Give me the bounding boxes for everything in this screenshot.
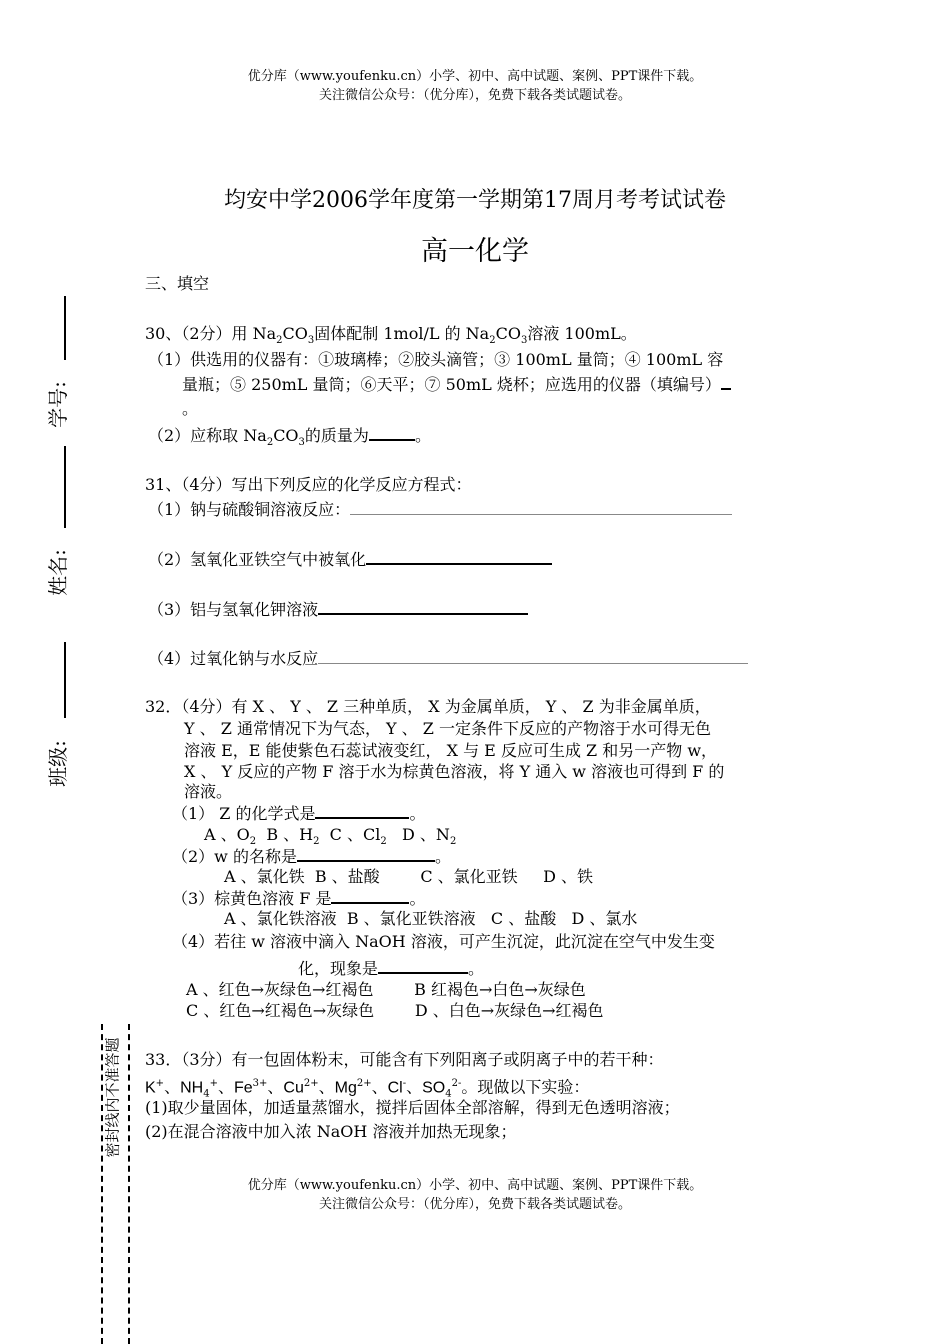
q32-line4: X 、 Y 反应的产物 F 溶于水为棕黄色溶液，将 Y 通入 w 溶液也可得到 F 的 xyxy=(184,762,725,781)
q32-sub1: （1） Z 的化学式是 。 xyxy=(172,804,426,823)
q31-stem: 31、（4分）写出下列反应的化学反应方程式： xyxy=(145,475,472,494)
q32-line1: 32．（4分）有 X 、 Y 、 Z 三种单质， X 为金属单质， Y 、 Z 为非金属单质， xyxy=(145,697,711,716)
q33-stem: 33．（3分）有一包固体粉末，可能含有下列阳离子或阴离子中的若干种： xyxy=(145,1050,664,1069)
q30-part2: （2）应称取 $Na_2CO_3$的质量为 。 xyxy=(148,426,431,449)
section-heading: 三、填空 xyxy=(145,274,210,293)
q31-part2-blank[interactable] xyxy=(366,548,552,565)
q30-part1-line2: 量瓶；⑤ 250mL 量筒；⑥天平；⑦ 50mL 烧杯；应选用的仪器（填编号） xyxy=(182,373,731,396)
exam-subject: 高一化学 xyxy=(421,236,529,267)
header-line-1: 优分库（www.youfenku.cn）小学、初中、高中试题、案例、PPT课件下载。 xyxy=(247,69,703,84)
q31-part1-blank[interactable] xyxy=(350,499,732,515)
q32-sub4-options-ab: A 、红色→灰绿色→红褐色 B 红褐色→白色→灰绿色 xyxy=(186,980,586,999)
q32-sub1-options: A 、$O_2$ B 、$H_2$ C 、$Cl_2$ D 、$N_2$ xyxy=(204,825,457,848)
name-line xyxy=(64,446,66,528)
header-line-2: 关注微信公众号：（优分库），免费下载各类试题试卷。 xyxy=(318,88,631,103)
footer-line-2: 关注微信公众号：（优分库），免费下载各类试题试卷。 xyxy=(318,1197,631,1212)
q30-stem: 30、（2分）用 $Na_2CO_3$固体配制 1mol/L 的 $Na_2CO_3$溶液 100mL。 xyxy=(145,324,637,347)
q31-part4-blank[interactable] xyxy=(318,648,748,664)
q30-part1-line3: 。 xyxy=(182,399,199,418)
q32-sub2: （2）w 的名称是 。 xyxy=(172,847,451,866)
student-id-label: 学号: xyxy=(45,381,70,428)
q33-ions: K+、$NH_4^+$、$Fe^{3+}$、$Cu^{2+}$、$Mg^{2+}$、Cl-、$SO_4^{2-}$。现做以下实验： xyxy=(145,1077,590,1100)
q33-experiment-2: (2)在混合溶液中加入浓 NaOH 溶液并加热无现象； xyxy=(145,1122,517,1141)
class-label: 班级: xyxy=(45,740,70,787)
q32-sub4-line1: （4）若往 w 溶液中滴入 NaOH 溶液，可产生沉淀，此沉淀在空气中发生变 xyxy=(172,932,715,951)
q32-sub4-options-cd: C 、红色→红褐色→灰绿色 D 、白色→灰绿色→红褐色 xyxy=(186,1001,604,1020)
seal-notice: 密封线内不准答题 xyxy=(103,1037,122,1158)
q30-part1-blank[interactable] xyxy=(721,373,731,390)
q32-line5: 溶液。 xyxy=(184,782,233,801)
q32-sub2-options: A 、氯化铁 B 、盐酸 C 、氯化亚铁 D 、铁 xyxy=(224,867,594,886)
q32-sub3-blank[interactable] xyxy=(331,887,409,904)
q32-sub1-blank[interactable] xyxy=(315,802,409,819)
exam-title: 均安中学2006学年度第一学期第17周月考考试试卷 xyxy=(224,188,726,213)
q30-part1-line1: （1）供选用的仪器有：①玻璃棒；②胶头滴管；③ 100mL 量筒；④ 100mL 容 xyxy=(148,350,724,369)
q32-sub4-blank[interactable] xyxy=(378,957,468,974)
class-line xyxy=(64,642,66,718)
student-id-line xyxy=(64,296,66,360)
name-label: 姓名: xyxy=(45,549,70,596)
q31-part2: （2）氢氧化亚铁空气中被氧化 xyxy=(148,548,552,571)
q32-line3: 溶液 E，E 能使紫色石蕊试液变红， X 与 E 反应可生成 Z 和另一产物 w， xyxy=(184,741,718,760)
q32-sub4-line2: 化，现象是 。 xyxy=(298,959,485,978)
q30-part2-blank[interactable] xyxy=(369,424,415,441)
q32-line2: Y 、 Z 通常情况下为气态， Y 、 Z 一定条件下反应的产物溶于水可得无色 xyxy=(184,719,711,738)
q31-part4: （4）过氧化钠与水反应 xyxy=(148,648,748,670)
q33-experiment-1: (1)取少量固体，加适量蒸馏水，搅拌后固体全部溶解，得到无色透明溶液； xyxy=(145,1098,680,1117)
q32-sub2-blank[interactable] xyxy=(297,845,435,862)
q32-sub3: （3）棕黄色溶液 F 是 。 xyxy=(172,889,426,908)
q31-part1: （1）钠与硫酸铜溶液反应： xyxy=(148,499,732,521)
q31-part3: （3）铝与氢氧化钾溶液 xyxy=(148,598,528,621)
q32-sub3-options: A 、氯化铁溶液 B 、氯化亚铁溶液 C 、盐酸 D 、氯水 xyxy=(224,909,638,928)
footer-line-1: 优分库（www.youfenku.cn）小学、初中、高中试题、案例、PPT课件下载。 xyxy=(247,1178,703,1193)
q31-part3-blank[interactable] xyxy=(318,598,528,615)
